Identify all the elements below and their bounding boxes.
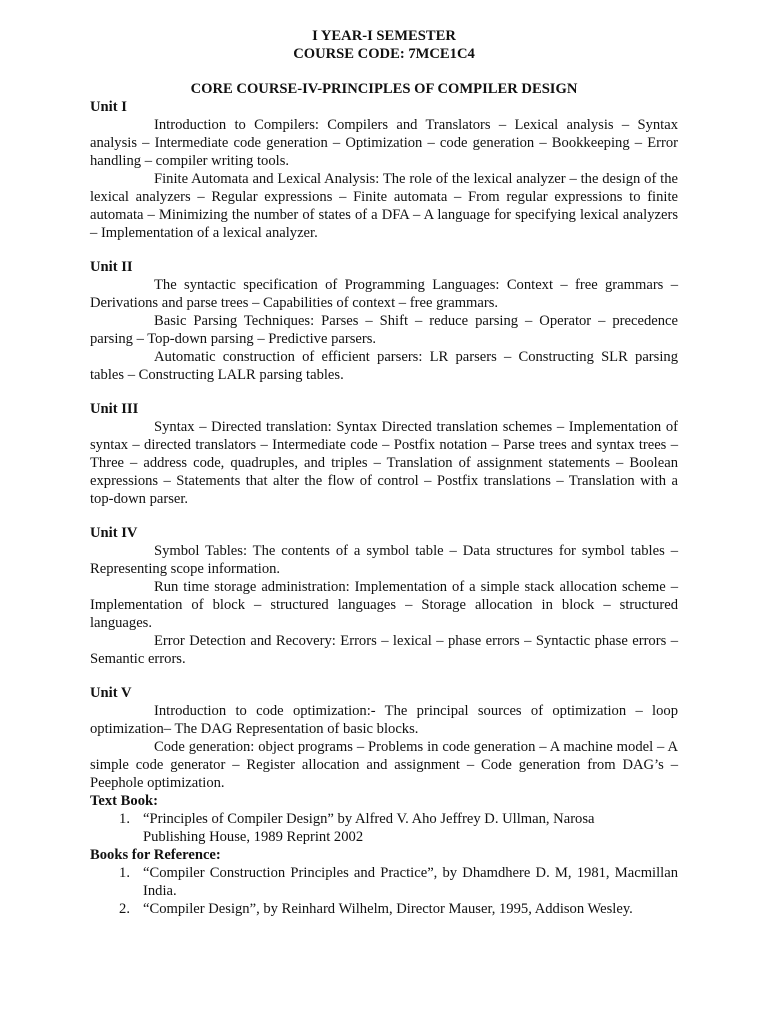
list-item	[90, 864, 678, 900]
text-book-list	[90, 810, 678, 846]
book-citation-line: “Principles of Compiler Design” by Alfred V. Aho Jeffrey D. Ullman, Narosa	[143, 811, 595, 827]
list-number: 1.	[119, 811, 130, 827]
unit-title: Unit IV	[90, 525, 138, 541]
unit-paragraph: Run time storage administration: Implementation of a simple stack allocation scheme – Implementation of block – structured languages – Storage allocation in block – structured languages.	[90, 579, 678, 631]
list-number: 2.	[119, 901, 130, 917]
unit-paragraph: Symbol Tables: The contents of a symbol table – Data structures for symbol tables – Representing scope information.	[90, 543, 678, 577]
unit-title: Unit II	[90, 259, 133, 275]
list-number: 1.	[119, 865, 130, 881]
course-code-heading: COURSE CODE: 7MCE1C4	[293, 46, 475, 62]
course-title: CORE COURSE-IV-PRINCIPLES OF COMPILER DESIGN	[190, 81, 578, 97]
list-item	[90, 810, 678, 828]
unit-5	[90, 684, 678, 792]
unit-paragraph: Syntax – Directed translation: Syntax Directed translation schemes – Implementation of syntax – directed translators – Intermediate code – Postfix notation – Parse trees and syntax trees – Three – address code, quadruples, and triples – Translation of assignment statements – Boolean expressions – Statements that alter the flow of control – Postfix translations – Translation with a top-down parser.	[90, 419, 678, 507]
syllabus-page	[90, 27, 678, 918]
unit-1	[90, 98, 678, 242]
unit-paragraph: Introduction to code optimization:- The principal sources of optimization – loop optimization– The DAG Representation of basic blocks.	[90, 703, 678, 737]
book-citation: “Compiler Construction Principles and Practice”, by Dhamdhere D. M, 1981, Macmillan India.	[143, 865, 678, 899]
reference-books-heading: Books for Reference:	[90, 847, 221, 863]
book-citation-line: Publishing House, 1989 Reprint 2002	[143, 829, 364, 845]
unit-paragraph: Error Detection and Recovery: Errors – lexical – phase errors – Syntactic phase errors – Semantic errors.	[90, 633, 678, 667]
unit-paragraph: Automatic construction of efficient parsers: LR parsers – Constructing SLR parsing tables – Constructing LALR parsing tables.	[90, 349, 678, 383]
semester-heading: I YEAR-I SEMESTER	[312, 28, 456, 44]
unit-title: Unit I	[90, 99, 127, 115]
unit-2	[90, 258, 678, 384]
unit-3	[90, 400, 678, 508]
text-book-heading: Text Book:	[90, 793, 158, 809]
book-citation: “Compiler Design”, by Reinhard Wilhelm, Director Mauser, 1995, Addison Wesley.	[143, 901, 633, 917]
unit-title: Unit III	[90, 401, 139, 417]
unit-paragraph: The syntactic specification of Programming Languages: Context – free grammars – Derivations and parse trees – Capabilities of context – free grammars.	[90, 277, 678, 311]
unit-paragraph: Finite Automata and Lexical Analysis: The role of the lexical analyzer – the design of the lexical analyzers – Regular expressions – Finite automata – From regular expressions to finite automata – Minimizing the number of states of a DFA – A language for specifying lexical analyzers – Implementation of a lexical analyzer.	[90, 171, 678, 241]
unit-paragraph: Introduction to Compilers: Compilers and Translators – Lexical analysis – Syntax analysis – Intermediate code generation – Optimization – code generation – Bookkeeping – Error handling – compiler writing tools.	[90, 117, 678, 169]
unit-paragraph: Code generation: object programs – Problems in code generation – A machine model – A simple code generator – Register allocation and assignment – Code generation from DAG’s –Peephole optimization.	[90, 739, 678, 791]
unit-4	[90, 524, 678, 668]
list-item	[90, 900, 678, 918]
unit-paragraph: Basic Parsing Techniques: Parses – Shift – reduce parsing – Operator – precedence parsing – Top-down parsing – Predictive parsers.	[90, 313, 678, 347]
reference-books-list	[90, 864, 678, 918]
unit-title: Unit V	[90, 685, 132, 701]
